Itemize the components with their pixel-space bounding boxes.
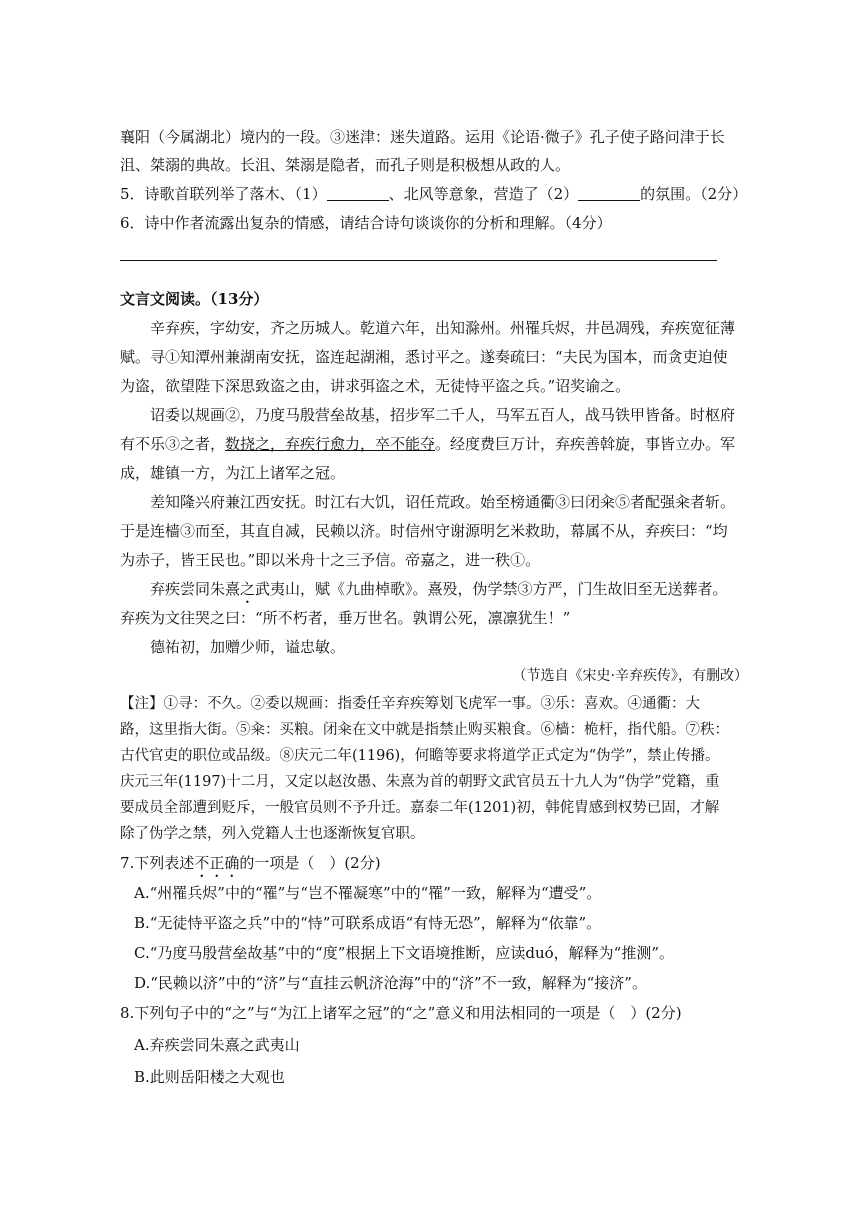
passage-line: 为盗，欲望陛下深思致盗之由，讲求弭盗之术，无徒恃平盗之兵。”诏奖谕之。 bbox=[120, 377, 631, 395]
note-line: 古代官吏的职位或品级。⑧庆元二年(1196)，何瞻等要求将道学正式定为“伪学”，禁止传播。 bbox=[120, 748, 720, 764]
passage-line: 为赤子，皆王民也。”即以米舟十之三予信。帝嘉之，进一秩①。 bbox=[120, 551, 541, 569]
question-5-part-b: 、北风等意象，营造了（2） bbox=[388, 185, 579, 203]
passage-text: 武夷山，赋《九曲棹歌》。熹殁，伪学禁③方严，门生故旧至无送葬者。 bbox=[255, 580, 728, 598]
note-line: 路，这里指大街。⑤籴：买粮。闭籴在文中就是指禁止购买粮食。⑥樯：桅杆，指代船。⑦秩： bbox=[120, 722, 729, 738]
section-title: 文言文阅读。（13分） bbox=[120, 290, 269, 308]
question-5-part-a: 5．诗歌首联列举了落木、（1） bbox=[120, 185, 327, 203]
passage-line: 成，雄镇一方，为江上诸军之冠。 bbox=[120, 464, 346, 482]
q7-option-c[interactable]: C.“乃度马殷营垒故基”中的“度”根据上下文语境推断，应读duó，解释为“推测”。 bbox=[134, 944, 675, 962]
question-5 bbox=[120, 183, 748, 205]
question-8-stem: 8.下列句子中的“之”与“为江上诸军之冠”的“之”意义和用法相同的一项是（ ）(2分) bbox=[120, 1004, 682, 1022]
passage-line: 诏委以规画②，乃度马殷营垒故基，招步军二千人，马军五百人，战马铁甲皆备。时枢府 bbox=[150, 406, 736, 424]
note-line: 要成员全部遭到贬斥，一般官员则不予升迁。嘉泰二年(1201)初，韩侂胄感到权势已固，才解 bbox=[120, 800, 720, 816]
q7-option-d[interactable]: D.“民赖以济”中的“济”与“直挂云帆济沧海”中的“济”不一致，解释为“接济”。 bbox=[134, 974, 647, 992]
question-5-part-c: 的氛围。（2分） bbox=[640, 185, 748, 203]
passage-line bbox=[120, 433, 748, 455]
passage-line: 德祐初，加赠少师，谥忠敏。 bbox=[150, 638, 346, 656]
answer-line[interactable] bbox=[120, 260, 717, 261]
passage-line: 差知隆兴府兼江西安抚。时江右大饥，诏任荒政。始至榜通衢③曰闭籴⑤者配强籴者斩。 bbox=[150, 493, 736, 511]
passage-line: 辛弃疾，字幼安，齐之历城人。乾道六年，出知滁州。州罹兵烬，井邑凋残，弃疾宽征薄 bbox=[150, 319, 736, 337]
passage-line: 赋。寻①知潭州兼湖南安抚，盗连起湖湘，悉讨平之。遂奏疏曰：“夫民为国本，而贪吏迫使 bbox=[120, 348, 728, 366]
answer-blank-1[interactable] bbox=[327, 186, 389, 201]
emphasized-text: 不正确 bbox=[194, 854, 240, 872]
top-note-line-2: 沮、桀溺的典故。长沮、桀溺是隐者，而孔子则是积极想从政的人。 bbox=[120, 156, 571, 174]
q8-option-b[interactable]: B.此则岳阳楼之大观也 bbox=[134, 1068, 285, 1086]
underlined-sentence: 数挠之，弃疾行愈力，卒不能夺 bbox=[225, 435, 436, 453]
top-note-line-1: 襄阳（今属湖北）境内的一段。③迷津：迷失道路。运用《论语·微子》孔子使子路问津于长 bbox=[120, 128, 725, 146]
q7-option-b[interactable]: B.“无徒恃平盗之兵”中的“恃”可联系成语“有恃无恐”，解释为“依靠”。 bbox=[134, 914, 602, 932]
passage-line: 于是连樯③而至，其直自减，民赖以济。时信州守谢源明乞米救助，幕属不从，弃疾曰：“均 bbox=[120, 522, 728, 540]
question-text: 的一项是（ ）(2分) bbox=[239, 854, 381, 872]
note-line: 除了伪学之禁，列入党籍人士也逐渐恢复官职。 bbox=[120, 826, 425, 842]
answer-blank-2[interactable] bbox=[578, 186, 640, 201]
note-line: 庆元三年(1197)十二月，又定以赵汝愚、朱熹为首的朝野文武官员五十九人为“伪学”党籍，重 bbox=[120, 774, 720, 790]
question-text: 7.下列表述 bbox=[120, 854, 195, 872]
passage-line: 弃疾为文往哭之曰：“所不朽者，垂万世名。孰谓公死，凛凛犹生！” bbox=[120, 609, 571, 627]
q7-option-a[interactable]: A.“州罹兵烬”中的“罹”与“岂不罹凝寒”中的“罹”一致，解释为“遭受”。 bbox=[134, 884, 602, 902]
passage-text: 。经度费巨万计，弃疾善斡旋，事皆立办。军 bbox=[435, 435, 736, 453]
question-7-stem bbox=[120, 852, 748, 881]
source-citation: （节选自《宋史·辛弃疾传》，有删改） bbox=[512, 668, 748, 684]
q8-option-a[interactable]: A.弃疾尝同朱熹之武夷山 bbox=[134, 1036, 300, 1054]
passage-line bbox=[150, 578, 748, 607]
passage-text: 弃疾尝同朱熹 bbox=[150, 580, 241, 598]
note-line: 【注】①寻：不久。②委以规画：指委任辛弃疾筹划飞虎军一事。③乐：喜欢。④通衢：大 bbox=[120, 696, 700, 712]
question-6: 6．诗中作者流露出复杂的情感，请结合诗句谈谈你的分析和理解。（4分） bbox=[120, 214, 612, 232]
emphasized-char: 之 bbox=[240, 580, 256, 598]
passage-text: 有不乐③之者， bbox=[120, 435, 226, 453]
